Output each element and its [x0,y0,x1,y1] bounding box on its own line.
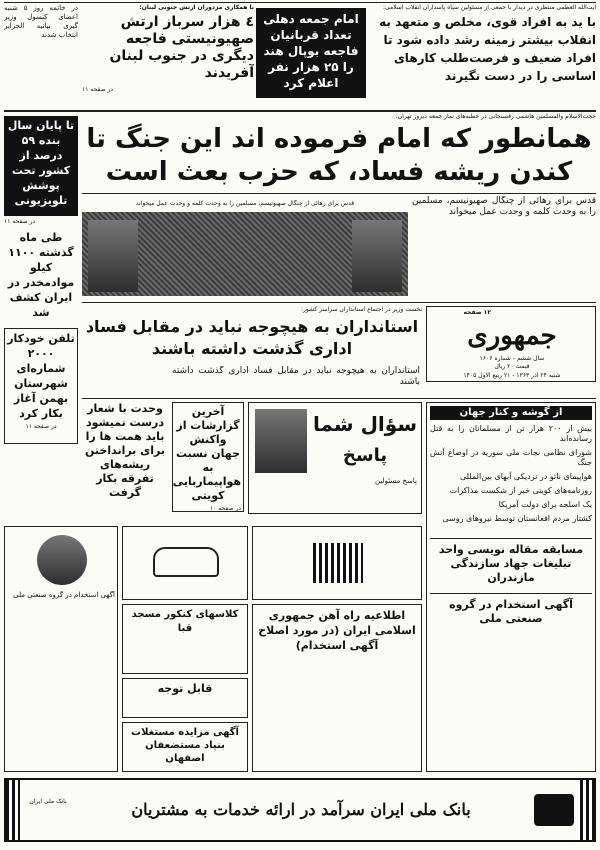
essay-contest-headline: مسابقه مقاله نویسی واحد تبلیغات جهاد سازندگی مازندران [430,538,592,585]
dehli-headline: امام جمعه دهلی تعداد قربانیان فاجعه بوپال هند را ۲۵ هزار نفر اعلام کرد [263,12,359,90]
bank-name: بانک ملی ایران [29,798,67,805]
banner-border-right [580,780,594,840]
question-title-top: سؤال شما [313,412,417,436]
narcotics-headline: طی ماه گذشته ۱۱۰۰ کیلو موادمخدر در ایران کشف شد [7,231,75,319]
issue-label: سال ششم - شماره ۱۶۰۶ [479,355,545,362]
unity-story [82,402,168,522]
banner-border-left [6,780,20,840]
hijack-story [172,402,244,512]
left-column [4,112,78,452]
date-line: شنبه ۲۴ آذر ۱۳۶۳ - ۲۱ ربیع الاول ۱۴۰۵ [463,372,561,379]
railway-notice-title: اطلاعیه راه آهن جمهوری اسلامی ایران (در مورد اصلاح آگهی استخدام) [258,609,416,652]
world-item: شورای نظامی نجات ملی سوریه در اوضاع آتش جنگ [430,448,592,467]
left-ad-body: آگهی استخدام در گروه صنعتی ملی [13,591,115,599]
rail-logo [313,543,363,583]
page-ref: در صفحه ۱۱ [82,86,114,93]
lead-body: قدس برای رهائی از چنگال صهیونیسم، مسلمین را به وحدت کلمه و وحدت عمل میخواند [412,196,596,217]
hijack-tag: در صفحه ۱۰ [209,505,241,512]
quba-classes-ad [122,604,248,674]
south-lebanon-kicker: با همکاری مزدوران ارتش جنوبی لبنان: [139,4,254,11]
auction-ad [122,722,248,772]
narcotics-story [4,230,78,324]
phone-tag: در صفحه ۱۱ [25,423,57,430]
phone-story [4,328,78,444]
governors-headline: استانداران به هیچوجه نباید در مقابل فساد اداری گذشت داشته باشند [85,317,419,358]
left-ad-panel [4,526,118,772]
phone-headline: تلفن خودکار ۲۰۰۰ شماره‌ای شهرستان بهمن آغاز بکار کرد [7,332,75,420]
portrait-photo-left [88,220,138,292]
portrait-photo-right [352,220,402,292]
montazeri-kicker: آیت‌الله العظمی منتظری در دیدار با جمعی از مسئولین سپاه پاسداران انقلاب اسلامی: [382,4,596,11]
car-icon [153,547,219,577]
masthead [426,306,596,382]
right-column [426,402,596,772]
newspaper-name: جمهوری [467,321,557,351]
lead-photo-caption: قدس برای رهائی از چنگال صهیونیسم، مسلمین را به وحدت کلمه و وحدت عمل میخواند [135,200,355,207]
quba-classes-title: کلاسهای کنکور مسجد قبا [131,609,239,634]
official-photo [255,409,307,473]
governors-body: استانداران به هیچوجه نباید در مقابل فساد اداری گذشت داشته باشند [172,366,420,387]
auction-title: آگهی مزایده مستغلات بنیاد مستضعفان اصفهان [131,727,239,764]
tv-coverage-tag: در صفحه ۱۱ [4,218,36,225]
price: قیمت ۲۰ ریال [494,363,530,370]
notice-ad-title: قابل توجه [157,682,213,695]
lead-kicker: حجت‌الاسلام والمسلمین هاشمی رفسنجانی در خطبه‌های نماز جمعه دیروز تهران: [395,113,596,120]
lead-photo-block [82,200,408,298]
unity-headline: وحدت با شعار درست نمیشود باید همت ها را برای برانداختن ریشه‌های تفرقه بکار گرفت [85,402,165,499]
bottom-banner [4,778,596,842]
south-lebanon-headline: ٤ هزار سرباز ارتش صهیونیستی فاجعه دیگری در جنوب لبنان آفریدند [109,14,254,81]
employment-headline: آگهی استخدام در گروه صنعتی ملی [430,593,592,626]
notice-ad [122,678,248,718]
logo-emblem [37,535,87,585]
world-item: روزنامه‌های کویتی خبر از شکست مذاکرات [449,486,592,495]
tv-coverage-story [4,116,78,216]
world-item: هواپیمای ناتو در نزدیکی آبهای بین‌المللی [459,472,592,481]
world-item: کشتار مردم افغانستان توسط نیروهای روسی [442,514,592,523]
montazeri-story [370,4,596,108]
railway-notice [252,604,422,772]
question-box [248,402,422,514]
top-left-brief: در خاتمه روز ۵ شنبه اعضای کنسول وزیر گیری بیانیه الجزایر انتخاب شدند [4,4,78,39]
world-item: بیش از ۲۰۰ هزار تن از مسلمانان را به قتل رسانده‌اند [430,424,592,443]
page-count: ۱۲ صفحه [463,309,491,316]
governors-kicker: نخست وزیر در اجتماع استانداران سراسر کشور: [301,306,422,313]
rail-logo-ad [252,526,422,600]
tv-coverage-headline: تا پایان سال بنده ۵۹ درصد از کشور تحت پوشش تلویزیونی [7,119,75,207]
car-ad [122,526,248,600]
montazeri-headline: با ید به افراد قوی، مخلص و متعهد به انقلاب بیشتر زمینه رشد داده شود تا افراد ضعیف و فرصت‌طلب کارهای اساسی را در دست نگیرند [379,15,596,83]
dehli-story [256,8,366,98]
world-item: یک اسلحه برای دولت آمریکا [498,500,592,509]
hijack-headline: آخرین گزارشات از واکنش جهان نسبت به هواپیماربایی کویتی [172,405,241,502]
question-body: پاسخ مسئولین [375,477,417,485]
south-lebanon-story [82,4,254,108]
lead-headline: همانطور که امام فرموده اند این جنگ تا کندن ریشه فساد، که حزب بعث است [86,124,592,187]
question-title-bottom: پاسخ [342,445,388,466]
bank-banner-text: بانک ملی ایران سرآمد در ارائه خدمات به مشتریان [131,800,471,819]
bank-logo-icon [534,794,574,826]
world-header: از گوشه و کنار جهان [430,406,592,420]
